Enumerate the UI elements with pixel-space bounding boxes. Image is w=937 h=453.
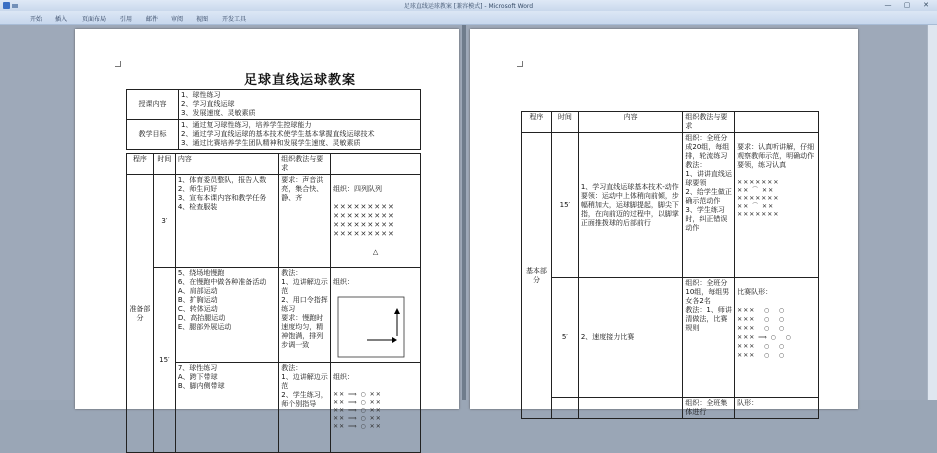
dribble-diagram: ✕✕✕✕✕✕✕ ✕✕ ⌒ ✕✕ ✕✕✕✕✕✕✕ ✕✕ ⌒ ✕✕ ✕✕✕✕✕✕✕ — [737, 179, 780, 218]
header-cell — [331, 154, 421, 175]
organization-cell — [331, 175, 421, 268]
tab-insert[interactable]: 插入 — [55, 16, 68, 23]
content-cell: 1、学习直线运球基本技术-动作要领：运动中上体稍向前倾，步幅稍加大，运球脚提起，脚尖下指，在向前迈的过程中，以脚掌正面推拨球的后部前行 — [578, 133, 683, 278]
requirement-text: 要求：认真听讲解，仔细观察教师示范，明确动作要领，练习认真 — [737, 143, 815, 169]
requirement-cell: 队形： — [735, 398, 819, 419]
method-cell: 教法： 1、边讲解边示范 2、学生练习，师个别指导 — [279, 363, 331, 453]
tab-mailings[interactable]: 邮件 — [146, 16, 159, 23]
document-title: 足球直线运球教案 — [243, 73, 356, 88]
margin-mark — [517, 61, 523, 67]
time-cell: 15′ — [153, 268, 175, 453]
organization-cell — [331, 268, 421, 363]
org-label: 组织： — [333, 373, 355, 381]
lesson-header-table — [126, 89, 421, 150]
document-page-1[interactable] — [75, 29, 459, 430]
cell-content: 1、通过复习球性练习，培养学生控球能力 2、通过学习直线运球的基本技术使学生基本掌握直线运球技术 3、通过比赛培养学生团队精神和发展学生速度、灵敏素质 — [179, 120, 421, 150]
organization-cell — [331, 363, 421, 453]
content-cell: 5、绕场地慢跑 6、在慢跑中做各种准备活动 A、肩部运动 B、扩胸运动 C、转体运动 D、高抬腿运动 E、腿部外展运动 — [175, 268, 278, 363]
maximize-button[interactable]: ▢ — [903, 1, 911, 9]
content-cell: 2、速度接力比赛 — [578, 278, 683, 398]
title-bar — [0, 0, 937, 11]
header-cell: 程序 — [127, 154, 154, 175]
page-divider — [462, 25, 466, 400]
requirement-text: 比赛队形： — [737, 288, 773, 296]
close-button[interactable]: ✕ — [923, 1, 929, 9]
drill-diagram: ✕✕ ⟹ ○ ✕✕ ✕✕ ⟹ ○ ✕✕ ✕✕ ⟹ ○ ✕✕ ✕✕ ⟹ ○ ✕✕ ✕✕ ⟹ ○ ✕✕ — [333, 391, 382, 430]
org-label: 组织： — [333, 278, 355, 286]
cell-label: 教学目标 — [127, 120, 179, 150]
time-cell: 3′ — [153, 175, 175, 268]
header-cell: 内容 — [175, 154, 278, 175]
teacher-mark: △ — [372, 248, 379, 256]
header-cell — [735, 112, 819, 133]
cell-content: 1、球性练习 2、学习直线运球 3、发展速度、灵敏素质 — [179, 90, 421, 120]
time-cell: 5′ — [551, 278, 578, 398]
relay-diagram: ✕✕✕ ○ ○ ✕✕✕ ○ ○ ✕✕✕ ○ ○ ✕✕✕ ⟹ ○ ○ ✕✕✕ ○ ○ ✕✕✕ ○ ○ — [737, 307, 792, 359]
method-cell: 组织：全班集体进行 — [683, 398, 735, 419]
content-cell: 1、体育委员整队，报告人数 2、师生问好 3、宣布本课内容和教学任务 4、检查服装 — [175, 175, 278, 268]
requirement-cell — [735, 133, 819, 278]
margin-mark — [115, 61, 121, 67]
lesson-plan-table-2 — [521, 111, 819, 419]
vertical-scrollbar[interactable] — [927, 25, 937, 400]
time-cell — [551, 398, 578, 419]
method-cell: 教法： 1、边讲解边示范 2、用口令指挥练习 要求：慢跑时速度均匀，精神饱满，排列步调一致 — [279, 268, 331, 363]
formation-marks: ✕✕✕✕✕✕✕✕✕ ✕✕✕✕✕✕✕✕✕ ✕✕✕✕✕✕✕✕✕ ✕✕✕✕✕✕✕✕✕ — [333, 203, 395, 238]
header-cell: 组织教法与要求 — [279, 154, 331, 175]
ribbon-tabs — [0, 11, 937, 25]
requirement-cell — [735, 278, 819, 398]
tab-developer[interactable]: 开发工具 — [222, 16, 247, 23]
method-cell: 组织：全班分10组，每组男女各2名 教法：1、师讲清做法，比赛规则 — [683, 278, 735, 398]
tab-page-layout[interactable]: 页面布局 — [82, 16, 107, 23]
header-cell: 组织教法与要求 — [683, 112, 735, 133]
window-title: 足球直线运球教案 [兼容模式] - Microsoft Word — [403, 3, 534, 10]
tab-references[interactable]: 引用 — [120, 16, 133, 23]
cell-label: 授课内容 — [127, 90, 179, 120]
content-cell: 7、球性练习 A、跨下带球 B、脚内侧带球 — [175, 363, 278, 453]
time-cell: 15′ — [551, 133, 578, 278]
document-page-2[interactable] — [470, 29, 858, 416]
tab-home[interactable]: 开始 — [30, 16, 43, 23]
tab-view[interactable]: 视图 — [196, 16, 209, 23]
requirement-cell: 要求：声音洪亮，集合快、静、齐 — [279, 175, 331, 268]
minimize-button[interactable]: — — [884, 1, 892, 9]
running-route-diagram — [337, 296, 405, 358]
method-cell: 组织：全班分成20组，每组排，轮流练习 教法： 1、讲讲直线运球要领 2、给学生做正确示范动作 3、学生练习时，纠正错误动作 — [683, 133, 735, 278]
document-workspace — [0, 25, 937, 430]
tab-review[interactable]: 审阅 — [171, 16, 184, 23]
header-cell: 时间 — [551, 112, 578, 133]
header-cell: 时间 — [153, 154, 175, 175]
org-label: 组织：四列队列 — [333, 185, 383, 193]
section-cell: 准备部分 — [127, 175, 154, 453]
header-cell: 内容 — [578, 112, 683, 133]
lesson-plan-table — [126, 153, 421, 453]
content-cell — [578, 398, 683, 419]
header-cell: 程序 — [522, 112, 552, 133]
section-cell: 基本部分 — [522, 133, 552, 419]
